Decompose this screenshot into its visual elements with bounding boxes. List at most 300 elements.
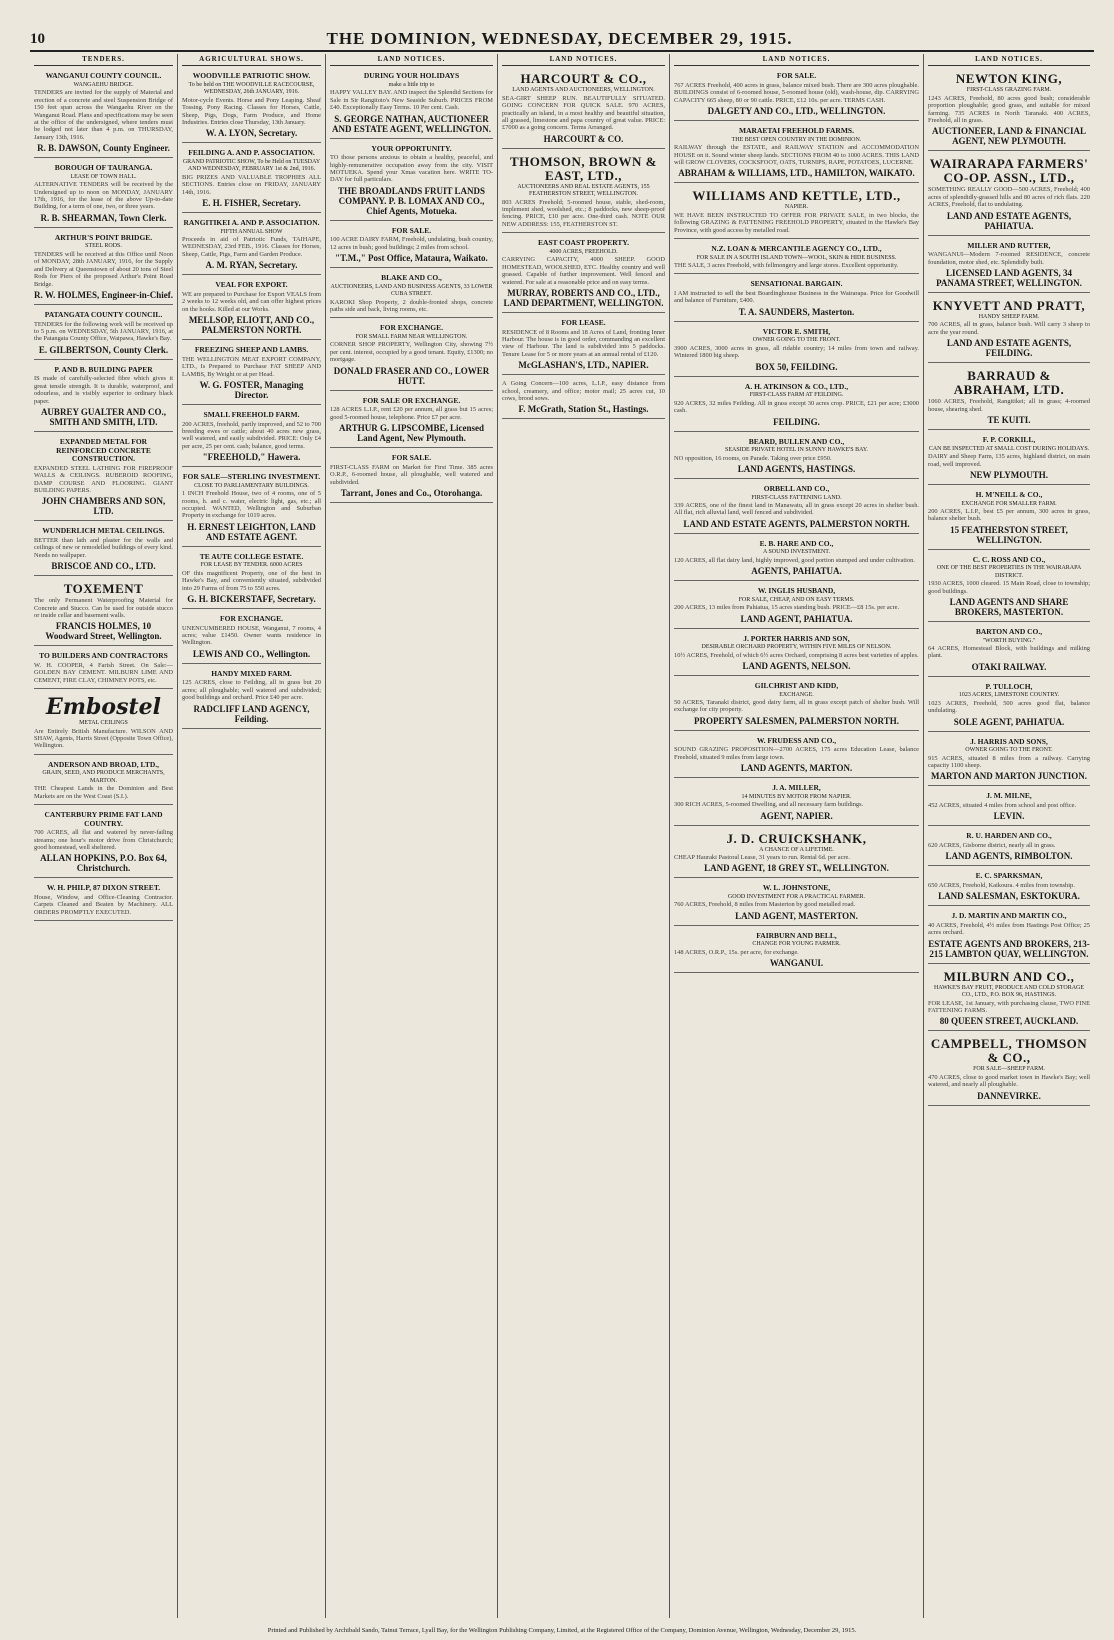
ad-agent: E. H. FISHER, Secretary. [202,198,301,209]
ad-body: Proceeds in aid of Patriotic Funds, TAIHAPE, WEDNESDAY, 23rd FEB., 1916. Classes for Horses, Sheep, Cattle, Pigs, Farm and Garden Produce. [182,236,321,258]
advertisement [182,612,321,664]
column-header: AGRICULTURAL SHOWS. [182,54,321,66]
ad-heading: HARCOURT & CO., [520,71,647,87]
ad-heading: WANGANUI COUNTY COUNCIL. [45,71,162,81]
ad-agent: S. GEORGE NATHAN, AUCTIONEER AND ESTATE AGENT, WELLINGTON. [332,113,491,134]
advertisement [34,649,173,689]
ad-heading: WUNDERLICH METAL CEILINGS. [42,526,165,536]
ad-subheading: DESIRABLE ORCHARD PROPERTY, WITHIN FIVE MILES OF NELSON. [701,644,892,651]
ad-subheading: 14 MINUTES BY MOTOR FROM NAPIER. [741,793,852,800]
ad-heading: J. PORTER HARRIS AND SON, [743,633,850,643]
ad-body: 1060 ACRES, Freehold, Rangitikei; all in grass; 4-roomed house, shearing shed. [928,398,1090,413]
ad-heading: SENSATIONAL BARGAIN. [750,279,843,289]
ad-body: TO those persons anxious to obtain a healthy, peaceful, and highly-remunerative occupation away from the city. VISIT MOTUEKA. Spend your Xmas vacation here. WRITE TO-DAY for full particulars. [330,154,493,184]
advertisement [674,124,919,183]
advertisement [674,325,919,377]
advertisement [674,781,919,825]
ad-agent: R. W. HOLMES, Engineer-in-Chief. [34,289,173,300]
ad-heading: DURING YOUR HOLIDAYS [363,71,460,81]
ad-body: FIRST-CLASS FARM on Market for First Time. 385 acres O.R.P., 6-roomed house, all ploughable, well watered and subdivided. [330,463,493,486]
ad-body: House, Window, and Office-Cleaning Contractor. Carpets Cleaned and Beaten by Machinery. ALL ORDERS PROMPTLY EXECUTED. [34,894,173,916]
ad-subheading: 1023 ACRES, LIMESTONE COUNTRY. [958,692,1060,699]
columns-container [30,54,1094,1618]
advertisement [674,482,919,534]
advertisement [674,277,919,321]
ad-heading: NEWTON KING, [955,71,1063,87]
ad-subheading: WANGAEHU BRIDGE. [73,82,134,88]
column-header: LAND NOTICES. [928,54,1090,66]
ad-subheading: To be held on THE WOODVILLE RACECOURSE, WEDNESDAY, 26th JANUARY, 1916. [188,82,315,96]
advertisement [330,271,493,318]
ad-agent: 15 FEATHERSTON STREET, WELLINGTON. [950,524,1068,545]
ad-agent: LAND AGENTS, HASTINGS. [737,463,856,474]
ad-heading: MARAETAI FREEHOLD FARMS. [739,126,854,136]
ad-heading: FOR SALE—STERLING INVESTMENT. [182,472,321,482]
advertisement [928,789,1090,826]
column-1 [30,54,178,1618]
advertisement [34,579,173,646]
ad-agent: DANNEVIRKE. [977,1090,1041,1101]
ad-agent: H. ERNEST LEIGHTON, LAND AND ESTATE AGENT. [187,521,316,542]
ad-heading: P. TULLOCH, [985,681,1033,691]
ad-heading: FOR SALE. [391,453,432,463]
ad-body: The only Permanent Waterproofing Material for Concrete and Stucco. Can be used for outside stucco or inside cellar and basement walls. [34,597,173,619]
ad-body: TENDERS for the following work will be received up to 5 p.m. on WEDNESDAY, 5th JANUARY, 1916, at the Patangata County Office, Waipawa, Hawke's Bay. [34,320,173,343]
ad-subheading: OWNER GOING TO THE FRONT. [752,337,841,344]
advertisement [674,584,919,628]
ad-agent: LAND AND ESTATE AGENTS, PALMERSTON NORTH. [683,518,910,529]
ad-body: 920 ACRES, 32 miles Feilding. All in grass except 30 acres crop. PRICE, £21 per acre; £3000 cash. [674,399,919,415]
ad-heading: WOODVILLE PATRIOTIC SHOW. [192,71,311,81]
advertisement [928,366,1090,430]
advertisement [502,69,665,148]
ad-agent: BRISCOE AND CO., LTD. [51,561,156,572]
ad-heading: H. M'NEILL & CO., [975,489,1043,499]
advertisement [928,909,1090,963]
ad-agent: A. M. RYAN, Secretary. [205,260,298,271]
column-header: TENDERS. [34,54,173,66]
ad-body: 700 ACRES, all flat and watered by never-failing streams; one hour's motor drive from Christchurch; good homestead, well sheltered. [34,829,173,852]
ad-body: 452 ACRES, situated 4 miles from school and post office. [928,801,1077,809]
ad-subheading: LEASE OF TOWN HALL. [70,173,137,180]
ad-subheading: HAWKE'S BAY FRUIT, PRODUCE AND COLD STORAGE CO., LTD., P.O. BOX 96, HASTINGS. [933,984,1085,999]
ad-subheading: FOR SALE, CHEAP, AND ON EASY TERMS. [738,596,855,603]
ad-subheading: EXCHANGE FOR SMALLER FARM. [961,500,1057,507]
ad-body: 700 ACRES, all in grass, balance bush. Will carry 3 sheep to acre the year round. [928,321,1090,336]
column-header: LAND NOTICES. [330,54,493,66]
imprint-footer: Printed and Published by Archibald Sando, Tainui Terrace, Lyall Bay, for the Wellington Publishing Company, Limited, at the Registered Office of the Company, Dominion Avenue, Wellington, Wednesday, December 29, 1915. [267,1627,857,1634]
ad-body: 200 ACRES, L.I.P., best £5 per annum, 300 acres in grass, balance shelter bush. [928,507,1090,523]
advertisement [502,316,665,375]
ad-body: 125 ACRES, close to Feilding, all in grass but 20 acres; all ploughable; well watered and subdivided; good buildings and orchard. Price £40 per acre. [182,679,321,702]
ad-heading: ANDERSON AND BROAD, LTD., [48,759,159,769]
ad-agent: MELLSOP, ELIOTT, AND CO., PALMERSTON NORTH. [188,315,315,336]
advertisement [182,69,321,143]
column-3 [326,54,498,1618]
ad-agent: "FREEHOLD," Hawera. [202,452,301,463]
ad-body: Are Entirely British Manufacture. WILSON AND SHAW, Agents, Harris Street (Opposite Town Office), Wellington. [34,727,173,750]
ad-body: 1 INCH Freehold House, two of 4 rooms, one of 5 rooms, h. and c. water, electric light, gas, etc.; all occupied. WANTED, Wellington and Suburban Property in exchange for 1019 acres. [182,490,321,520]
ad-agent: LICENSED LAND AGENTS, 34 PANAMA STREET, WELLINGTON. [936,268,1082,289]
ad-body: W. H. COOPER, 4 Farish Street. On Sale:— GOLDEN BAY CEMENT. MILBURN LIME AND CEMENT, FIRE CLAY, CHIMNEY POTS, etc. [34,661,173,684]
ad-body: EXPANDED STEEL LATHING FOR FIREPROOF WALLS & CEILINGS. RUBEROID ROOFING, DAMP COURSE AND FLOORING. GIANT BUILDING PAPERS. [34,464,173,494]
advertisement [330,142,493,221]
ad-heading: F. P. CORKILL, [982,435,1036,445]
advertisement [674,69,919,121]
ad-subheading: FOR SALE—SHEEP FARM. [973,1066,1045,1073]
ad-subheading: 4000 ACRES, FREEHOLD. [549,248,618,255]
ad-body: 40 ACRES, Freehold, 4½ miles from Hastings Post Office; 25 acres orchard. [928,921,1090,937]
advertisement [182,216,321,275]
ad-heading: EAST COAST PROPERTY. [537,238,630,248]
advertisement [34,308,173,360]
ad-agent: T. A. SAUNDERS, Masterton. [738,306,855,317]
advertisement [330,394,493,448]
column-header: LAND NOTICES. [674,54,919,66]
ad-body: WE HAVE BEEN INSTRUCTED TO OFFER FOR PRIVATE SALE, in two blocks, the following GRAZING & FATTENING FREEHOLD PROPERTY, situated in the Hawke's Bay Province, with good access by metalled road. [674,211,919,234]
ad-agent: LAND AGENT, 18 GREY ST., WELLINGTON. [704,863,889,874]
ad-agent: HARCOURT & CO. [543,133,624,144]
advertisement [182,667,321,729]
ad-body: Motor-cycle Events. Horse and Pony Leaping. Sheaf Tossing. Pony Racing. Classes for Horses, Cattle, Sheep, Pigs, Dogs, Farm Produce, and Home Industries. Entries close Thursday, 13th January. [182,96,321,127]
ad-heading: VICTOR E. SMITH, [762,326,831,336]
ad-body: SOUND GRAZING PROPOSITION—2700 ACRES, 175 acres Education Lease, balance Freehold, situated 9 miles from large town. [674,746,919,761]
advertisement [928,869,1090,906]
ad-body: 915 ACRES, situated 8 miles from a railway. Carrying capacity 1100 sheep. [928,754,1090,769]
ad-body: 650 ACRES, Freehold, Kaikoura. 4 miles from township. [928,881,1075,889]
ad-body: 470 ACRES, close to good market town in Hawke's Bay; well watered, and nearly all ploughable. [928,1073,1090,1089]
ad-heading: W. FRUDESS AND CO., [756,735,837,745]
ad-agent: AGENT, NAPIER. [760,810,833,821]
advertisement [502,236,665,313]
ad-agent: W. A. LYON, Secretary. [205,128,298,139]
ad-body: IS made of carefully-selected fibre which gives it great tensile strength. It is durable, waterproof, and odourless, and is visibly superior to ordinary black paper. [34,375,173,405]
ad-heading: GILCHRIST AND KIDD, [754,680,839,690]
ad-agent: W. G. FOSTER, Managing Director. [199,379,304,400]
ad-heading: N.Z. LOAN & MERCANTILE AGENCY CO., LTD., [711,244,882,254]
ad-body: 10½ ACRES, Freehold, of which 6½ acres Orchard, comprising 8 acres best varieties of apples. [674,651,919,659]
advertisement [34,161,173,228]
column-4 [498,54,670,1618]
ad-heading: J. HARRIS AND SONS, [970,736,1048,746]
advertisement [928,69,1090,151]
ad-body: 300 RICH ACRES, 5-roomed Dwelling, and all necessary farm buildings. [674,801,864,809]
ad-subheading: THE BEST OPEN COUNTRY IN THE DOMINION. [731,136,862,143]
ad-agent: G. H. BICKERSTAFF, Secretary. [187,593,316,604]
ad-agent: ALLAN HOPKINS, P.O. Box 64, Christchurch. [40,853,167,874]
ad-body: 120 ACRES, all flat dairy land, highly improved, good portion stumped and under cultivation. [674,556,915,564]
ad-agent: WANGANUI. [769,958,824,969]
advertisement [928,1034,1090,1105]
advertisement [674,734,919,778]
ad-heading: PATANGATA COUNTY COUNCIL. [44,309,163,319]
advertisement [182,146,321,213]
ad-agent: MARTON AND MARTON JUNCTION. [930,771,1088,782]
ad-body: 100 ACRE DAIRY FARM, Freehold, undulating, bush country, 12 acres in bush; good buildings; 2 miles from school. [330,236,493,251]
ad-heading: RANGITIKEI A. AND P. ASSOCIATION. [183,218,320,228]
advertisement [34,435,173,521]
ad-agent: LAND AND ESTATE AGENTS, FEILDING. [946,338,1072,359]
advertisement [34,231,173,305]
advertisement [330,321,493,390]
ad-heading: WILLIAMS AND KETTLE, LTD., [692,188,901,204]
ad-heading: E. C. SPARKSMAN, [975,871,1043,881]
advertisement [674,242,919,274]
advertisement [928,553,1090,622]
ad-subheading: FOR SALE IN A SOUTH ISLAND TOWN—WOOL, SKIN & HIDE BUSINESS. [696,254,897,261]
ad-agent: SOLE AGENT, PAHIATUA. [953,716,1065,727]
ad-subheading: OWNER GOING TO THE FRONT. [965,747,1053,754]
ad-agent: LAND AND ESTATE AGENTS, PAHIATUA. [946,210,1072,231]
ad-heading: CANTERBURY PRIME FAT LAND COUNTRY. [44,810,163,828]
ad-heading: MILLER AND RUTTER, [967,240,1051,250]
ad-body: 760 ACRES, Freehold, 8 miles from Masterton by good metalled road. [674,901,856,909]
ad-heading: THOMSON, BROWN & EAST, LTD., [509,153,658,183]
ad-body: WANGANUI—Modern 7-roomed RESIDENCE, concrete foundation, motor shed, etc. Splendidly built. [928,251,1090,266]
advertisement [182,470,321,547]
ad-heading: FAIRBURN AND BELL, [756,930,837,940]
advertisement [330,69,493,138]
ad-agent: LEVIN. [993,811,1025,822]
ad-body: OF this magnificent Property, one of the best in Hawke's Bay, and conveniently situated, subdivided into 29 Farms of from 75 to 550 acres. [182,569,321,592]
ad-subheading: CAN BE INSPECTED AT SMALL COST DURING HOLIDAYS. [928,445,1090,452]
ad-heading: TOXEMENT [63,581,144,597]
ad-heading: BOROUGH OF TAURANGA. [54,163,153,173]
ad-subheading: FIRST-CLASS FATTENING LAND. [751,494,842,501]
advertisement [928,829,1090,866]
ad-agent: ABRAHAM & WILLIAMS, LTD., HAMILTON, WAIKATO. [678,168,915,179]
ad-heading: FOR EXCHANGE. [220,613,283,623]
ad-body: CHEAP Hauraki Pastoral Lease, 31 years to run. Rental 6d. per acre. [674,853,850,861]
ad-agent: "T.M.," Post Office, Mataura, Waikato. [335,253,488,264]
ad-body: I AM instructed to sell the best Boardinghouse Business in the Wairarapa. Price for Goodwill and balance of Furniture, £400. [674,290,919,305]
ad-heading: FOR EXCHANGE. [380,323,443,333]
ad-subheading: NAPIER. [784,204,809,211]
ad-heading: FOR SALE. [776,71,817,81]
ad-heading: BARTON AND CO., [975,626,1043,636]
advertisement [674,929,919,973]
ad-body: TENDERS will be received at this Office until Noon of MONDAY, 28th JANUARY, 1916, for the Supply and Delivery at Queenstown of about 20 tons of Steel Rods for Piers of the proposed Arthur's Point Road Bridge. [34,250,173,288]
ad-body: 1243 ACRES, Freehold, 80 acres good bush; considerable proportion ploughable; good grass, and suitable for mixed farming. 735 ACRES in North Taranaki. 400 ACRES, Freehold, all in grass. [928,94,1090,125]
ad-body: SOMETHING REALLY GOOD—500 ACRES, Freehold; 400 acres of splendidly-grassed hills and 80 acres of rich flats. 220 ACRES, Freehold, flat to undulating. [928,186,1090,209]
ad-agent: R. B. SHEARMAN, Town Clerk. [40,212,167,223]
ad-agent: Tarrant, Jones and Co., Otorohanga. [340,487,483,498]
ad-heading: R. U. HARDEN AND CO., [966,831,1052,841]
ad-body: 148 ACRES, O.R.P., 15s. per acre, for exchange. [674,948,799,956]
ad-body: 50 ACRES, Taranaki district, good dairy farm, all in grass except patch of shelter bush. Will exchange for city property. [674,698,919,714]
column-header: LAND NOTICES. [502,54,665,66]
ad-body: CORNER SHOP PROPERTY, Wellington City, showing 7½ per cent. interest, occupied by a good tenant. Equity, £1300; no mortgage. [330,341,493,364]
ad-heading: BLAKE AND CO., [381,273,442,283]
ad-heading: FOR SALE OR EXCHANGE. [362,395,461,405]
ad-subheading: CHANGE FOR YOUNG FARMER. [752,941,841,948]
ad-heading: FOR LEASE. [561,317,606,327]
ad-body: 620 ACRES, Gisborne district, nearly all in grass. [928,841,1056,849]
ad-heading: J. D. CRUICKSHANK, [726,830,867,846]
ad-agent: AUBREY GUALTER AND CO., SMITH AND SMITH, LTD. [40,406,167,427]
advertisement [928,154,1090,235]
ad-agent: PROPERTY SALESMEN, PALMERSTON NORTH. [694,715,899,726]
ad-heading: YOUR OPPORTUNITY. [371,143,452,153]
ad-agent: TE KUITI. [987,415,1031,426]
ad-agent: LAND AGENT, MASTERTON. [735,910,858,921]
advertisement [928,239,1090,293]
advertisement [182,550,321,609]
ad-subheading: EXCHANGE. [779,691,814,698]
ad-agent: MURRAY, ROBERTS AND CO., LTD., LAND DEPARTMENT, WELLINGTON. [503,287,664,308]
ad-body: 64 ACRES, Homestead Block, with buildings and milking plant. [928,644,1090,660]
ad-agent: E. GILBERTSON, County Clerk. [38,344,169,355]
ad-subheading: SEASIDE PRIVATE HOTEL IN SUNNY HAWKE'S BAY. [725,447,868,454]
column-5 [670,54,924,1618]
ad-agent: LAND AGENTS, MARTON. [740,763,853,774]
advertisement [674,881,919,925]
ad-subheading: A CHANCE OF A LIFETIME. [759,846,834,853]
ad-body: UNENCUMBERED HOUSE, Wanganui, 7 rooms, 4 acres; value £1450. Owner wants residence in Wellington. [182,624,321,647]
ad-heading: SMALL FREEHOLD FARM. [203,409,300,419]
ad-agent: THE BROADLANDS FRUIT LANDS COMPANY. P. B. LOMAX AND CO., Chief Agents, Motueka. [337,185,486,216]
ad-body: ALTERNATIVE TENDERS will be received by the Undersigned up to noon on MONDAY, JANUARY 17th, 1916, for the lease of the above Up-to-date Building, for a term of one, two, or three years. [34,181,173,211]
advertisement [34,881,173,921]
ad-agent: LAND AGENT, PAHIATUA. [740,613,853,624]
ad-subheading: STEEL RODS. [85,243,122,250]
ad-body: BETTER than lath and plaster for the walls and ceilings of new or remodelled buildings of every kind. Needs no wallpaper. [34,536,173,559]
ad-heading: TO BUILDERS AND CONTRACTORS [39,651,168,661]
advertisement [928,625,1090,677]
ad-subheading: "WORTH BUYING." [982,637,1036,644]
advertisement [674,186,919,239]
ad-agent: LEWIS AND CO., Wellington. [192,648,311,659]
ad-agent: FEILDING. [773,416,820,427]
ad-subheading: GRAND PATRIOTIC SHOW, To be Held on TUESDAY AND WEDNESDAY, FEBRUARY 1st & 2nd, 1916. [182,159,321,173]
ad-heading: FEILDING A. AND P. ASSOCIATION. [188,148,315,158]
ad-body: DAIRY and Sheep Farm, 135 acres, highland district, on main road, well improved. [928,453,1090,468]
ad-heading: ORBELL AND CO., [763,483,830,493]
ad-heading: A. H. ATKINSON & CO., LTD., [744,381,849,391]
ad-body: CARRYING CAPACITY, 4000 SHEEP. GOOD HOMESTEAD, WOOLSHED, ETC. Healthy country and well grassed. Capable of further improvement. Well fenced and watered. For sale at a reasonable price and on easy terms. [502,256,665,286]
ad-heading: W. L. JOHNSTONE, [762,883,831,893]
advertisement [674,537,919,581]
advertisement [34,69,173,158]
ad-body: THE WELLINGTON MEAT EXPORT COMPANY, LTD., Is Prepared to Purchase FAT SHEEP AND LAMBS, By Weight or at per Head. [182,355,321,378]
advertisement [502,378,665,419]
ad-agent: LAND SALESMAN, ESKTOKURA. [938,891,1080,902]
ad-body: KAROKI Shop Property, 2 double-fronted shops, concrete paths side and back, living rooms, etc. [330,298,493,314]
ad-subheading: CLOSE TO PARLIAMENTARY BUILDINGS. [194,482,309,489]
ad-agent: R. B. DAWSON, County Engineer. [37,143,170,154]
ad-subheading: FOR SMALL FARM NEAR WELLINGTON. [355,334,468,341]
ad-heading: VEAL FOR EXPORT. [215,280,288,290]
ad-heading: W. H. PHILP, 87 DIXON STREET. [46,883,161,893]
advertisement [674,679,919,731]
advertisement [928,735,1090,787]
ad-body: 1930 ACRES, 1000 cleared. 15 Main Road, close to township; good buildings. [928,580,1090,595]
ad-agent: McGLASHAN'S, LTD., NAPIER. [518,360,649,371]
ad-body: NO opposition, 16 rooms, on Parade. Taking over price £950. [674,454,832,462]
ad-agent: LAND AGENTS, NELSON. [742,660,851,671]
ad-heading: P. AND B. BUILDING PAPER [54,364,153,374]
ad-agent: FRANCIS HOLMES, 10 Woodward Street, Wellington. [45,621,162,642]
ad-agent: ARTHUR G. LIPSCOMBE, Licensed Land Agent, New Plymouth. [339,423,484,444]
ad-agent: OTAKI RAILWAY. [971,661,1047,672]
ad-heading: FREEZING SHEEP AND LAMBS. [194,345,309,355]
ad-subheading: GRAIN, SEED, AND PRODUCE MERCHANTS, MARTON. [42,770,165,784]
ad-agent: AUCTIONEER, LAND & FINANCIAL AGENT, NEW PLYMOUTH. [931,126,1086,147]
column-2 [178,54,326,1618]
column-6 [924,54,1094,1618]
ad-subheading: FIFTH ANNUAL SHOW [220,228,283,235]
ad-heading: W. INGLIS HUSBAND, [757,586,836,596]
ad-body: WE are prepared to Purchase for Export VEALS from 2 weeks to 12 weeks old, and can offer highest prices on the hooks. Killed at our Works. [182,290,321,313]
ad-heading: WAIRARAPA FARMERS' CO-OP. ASSN., LTD., [929,156,1089,186]
ad-body: 200 ACRES, 13 miles from Pahiatua, 15 acres standing bush. PRICE—£8 15s. per acre. [674,604,900,612]
advertisement [928,296,1090,363]
advertisement [330,451,493,503]
ad-heading: BEARD, BULLEN AND CO., [748,436,845,446]
advertisement [674,435,919,479]
ad-subheading: FOR LEASE BY TENDER. 6000 ACRES [200,562,303,569]
ad-agent: NEW PLYMOUTH. [969,469,1048,480]
ad-body: HAPPY VALLEY BAY. AND inspect the Splendid Sections for Sale in Sir Rangitoto's New Seaside Suburb. PRICES FROM £40. Exceptionally Easy Terms. 10 Per cent. Cash. [330,89,493,112]
ad-heading: ARTHUR'S POINT BRIDGE. [54,232,153,242]
advertisement [34,524,173,576]
ad-heading: J. A. MILLER, [772,783,821,793]
advertisement [34,692,173,755]
ad-heading: EXPANDED METAL FOR REINFORCED CONCRETE CONSTRUCTION. [56,436,151,464]
ad-agent: BOX 50, FEILDING. [755,361,838,372]
ad-heading: J. M. MILNE, [986,791,1032,801]
ad-subheading: LAND AGENTS AND AUCTIONEERS, WELLINGTON. [512,87,655,94]
ad-heading: HANDY MIXED FARM. [211,668,292,678]
ad-body: 803 ACRES Freehold; 5-roomed house, stable, shed-room, implement shed, woolshed, etc.; 8 paddocks, new sheep-proof fencing. PRICE, £10 per acre. One-third cash. NOTE OUR NEW ADDRESS: 155, FEATHERSTON ST. [502,198,665,228]
ad-subheading: GOOD INVESTMENT FOR A PRACTICAL FARMER. [727,893,866,900]
ad-body: 3900 ACRES, 3000 acres in grass, all ridable country; 14 miles from town and railway. Wintered 1800 big sheep. [674,344,919,360]
ad-subheading: ONE OF THE BEST PROPERTIES IN THE WAIRARAPA DISTRICT. [936,565,1082,579]
newspaper-title: THE DOMINION, WEDNESDAY, DECEMBER 29, 1915. [326,29,793,48]
advertisement [928,433,1090,485]
ad-heading: J. D. MARTIN AND MARTIN CO., [951,911,1067,921]
ad-subheading: METAL CEILINGS [79,720,128,727]
ad-body: A Going Concern—100 acres, L.I.P., easy distance from school, creamery, and office; motor mail; 25 acres cut, 10 cows, brood sows. [502,380,665,402]
ad-heading: E. B. HARE AND CO., [759,538,834,548]
ad-agent: AGENTS, PAHIATUA. [751,566,842,577]
ad-body: SEA-GIRT SHEEP RUN. BEAUTIFULLY SITUATED. GOING CONCERN FOR QUICK SALE. 970 ACRES, practically an island, in a most healthy and beautiful situation, all grassed, limestone and papa country of great value. PRICE: £7000 as a going concern. Terms Arranged. [502,94,665,132]
advertisement [330,224,493,268]
ad-agent: RADCLIFF LAND AGENCY, Feilding. [193,703,310,724]
ad-heading: Embostel [45,694,161,721]
ad-subheading: FIRST-CLASS GRAZING FARM. [966,87,1052,94]
ad-heading: C. C. ROSS AND CO., [972,554,1046,564]
ad-body: BIG PRIZES AND VALUABLE TROPHIES ALL SECTIONS. Entries close on FRIDAY, JANUARY 14th, 1916. [182,173,321,196]
ad-body: TENDERS are invited for the supply of Material and erection of a concrete and steel Suspension Bridge of 150 feet span across the Wangaehu River on the Wanganui Road. Plans and specifications may be seen at the office of the undersigned, where tenders must be lodged not later than 4 p.m. on THURSDAY, January 13th, 1916. [34,89,173,141]
advertisement [928,680,1090,732]
ad-agent: LAND AGENTS, RIMBOLTON. [945,851,1073,862]
advertisement [928,488,1090,550]
ad-subheading: FIRST-CLASS FARM AT FEILDING. [749,392,844,399]
ad-body: 767 ACRES Freehold, 400 acres in grass, balance mixed bush. There are 300 acres ploughable. BUILDINGS consist of 6-roomed house, 5-roomed house (old), wash-house, dip. CARRYING CAPACITY 665 sheep, 80 or 90 cattle. PRICE, £12 10s. per acre. TERMS CASH. [674,82,919,104]
ad-agent: JOHN CHAMBERS AND SON, LTD. [41,496,166,517]
ad-heading: KNYVETT AND PRATT, [932,298,1086,314]
ad-body: 200 ACRES, freehold, partly improved, and 52 to 700 breeding ewes or cattle; about 40 acres new grass, well watered, and easily subdivided. PRICE: Only £4 per acre, 25 per cent. cash; balance, good terms. [182,420,321,450]
masthead [30,28,1094,52]
ad-body: RESIDENCE of 8 Rooms and 18 Acres of Land, fronting Inner Harbour. The house is in good order, commanding an excellent view of Harbour. The land is subdivided into 5 paddocks. Tenure Lease for 5 or more years at an annual rental of £120. [502,328,665,358]
ad-heading: TE AUTE COLLEGE ESTATE. [199,551,304,561]
advertisement [34,758,173,805]
ad-body: 1023 ACRES, Freehold, 500 acres good flat, balance undulating. [928,699,1090,715]
ad-agent: F. McGrath, Station St., Hastings. [518,404,649,415]
ad-body: FOR LEASE, 1st January, with purchasing clause, TWO FINE FATTENING FARMS. [928,999,1090,1014]
ad-body: 339 ACRES, one of the finest land in Manawatu, all in grass except 20 acres in shelter bush. All flat, rich alluvial land, well fenced and subdivided. [674,501,919,517]
